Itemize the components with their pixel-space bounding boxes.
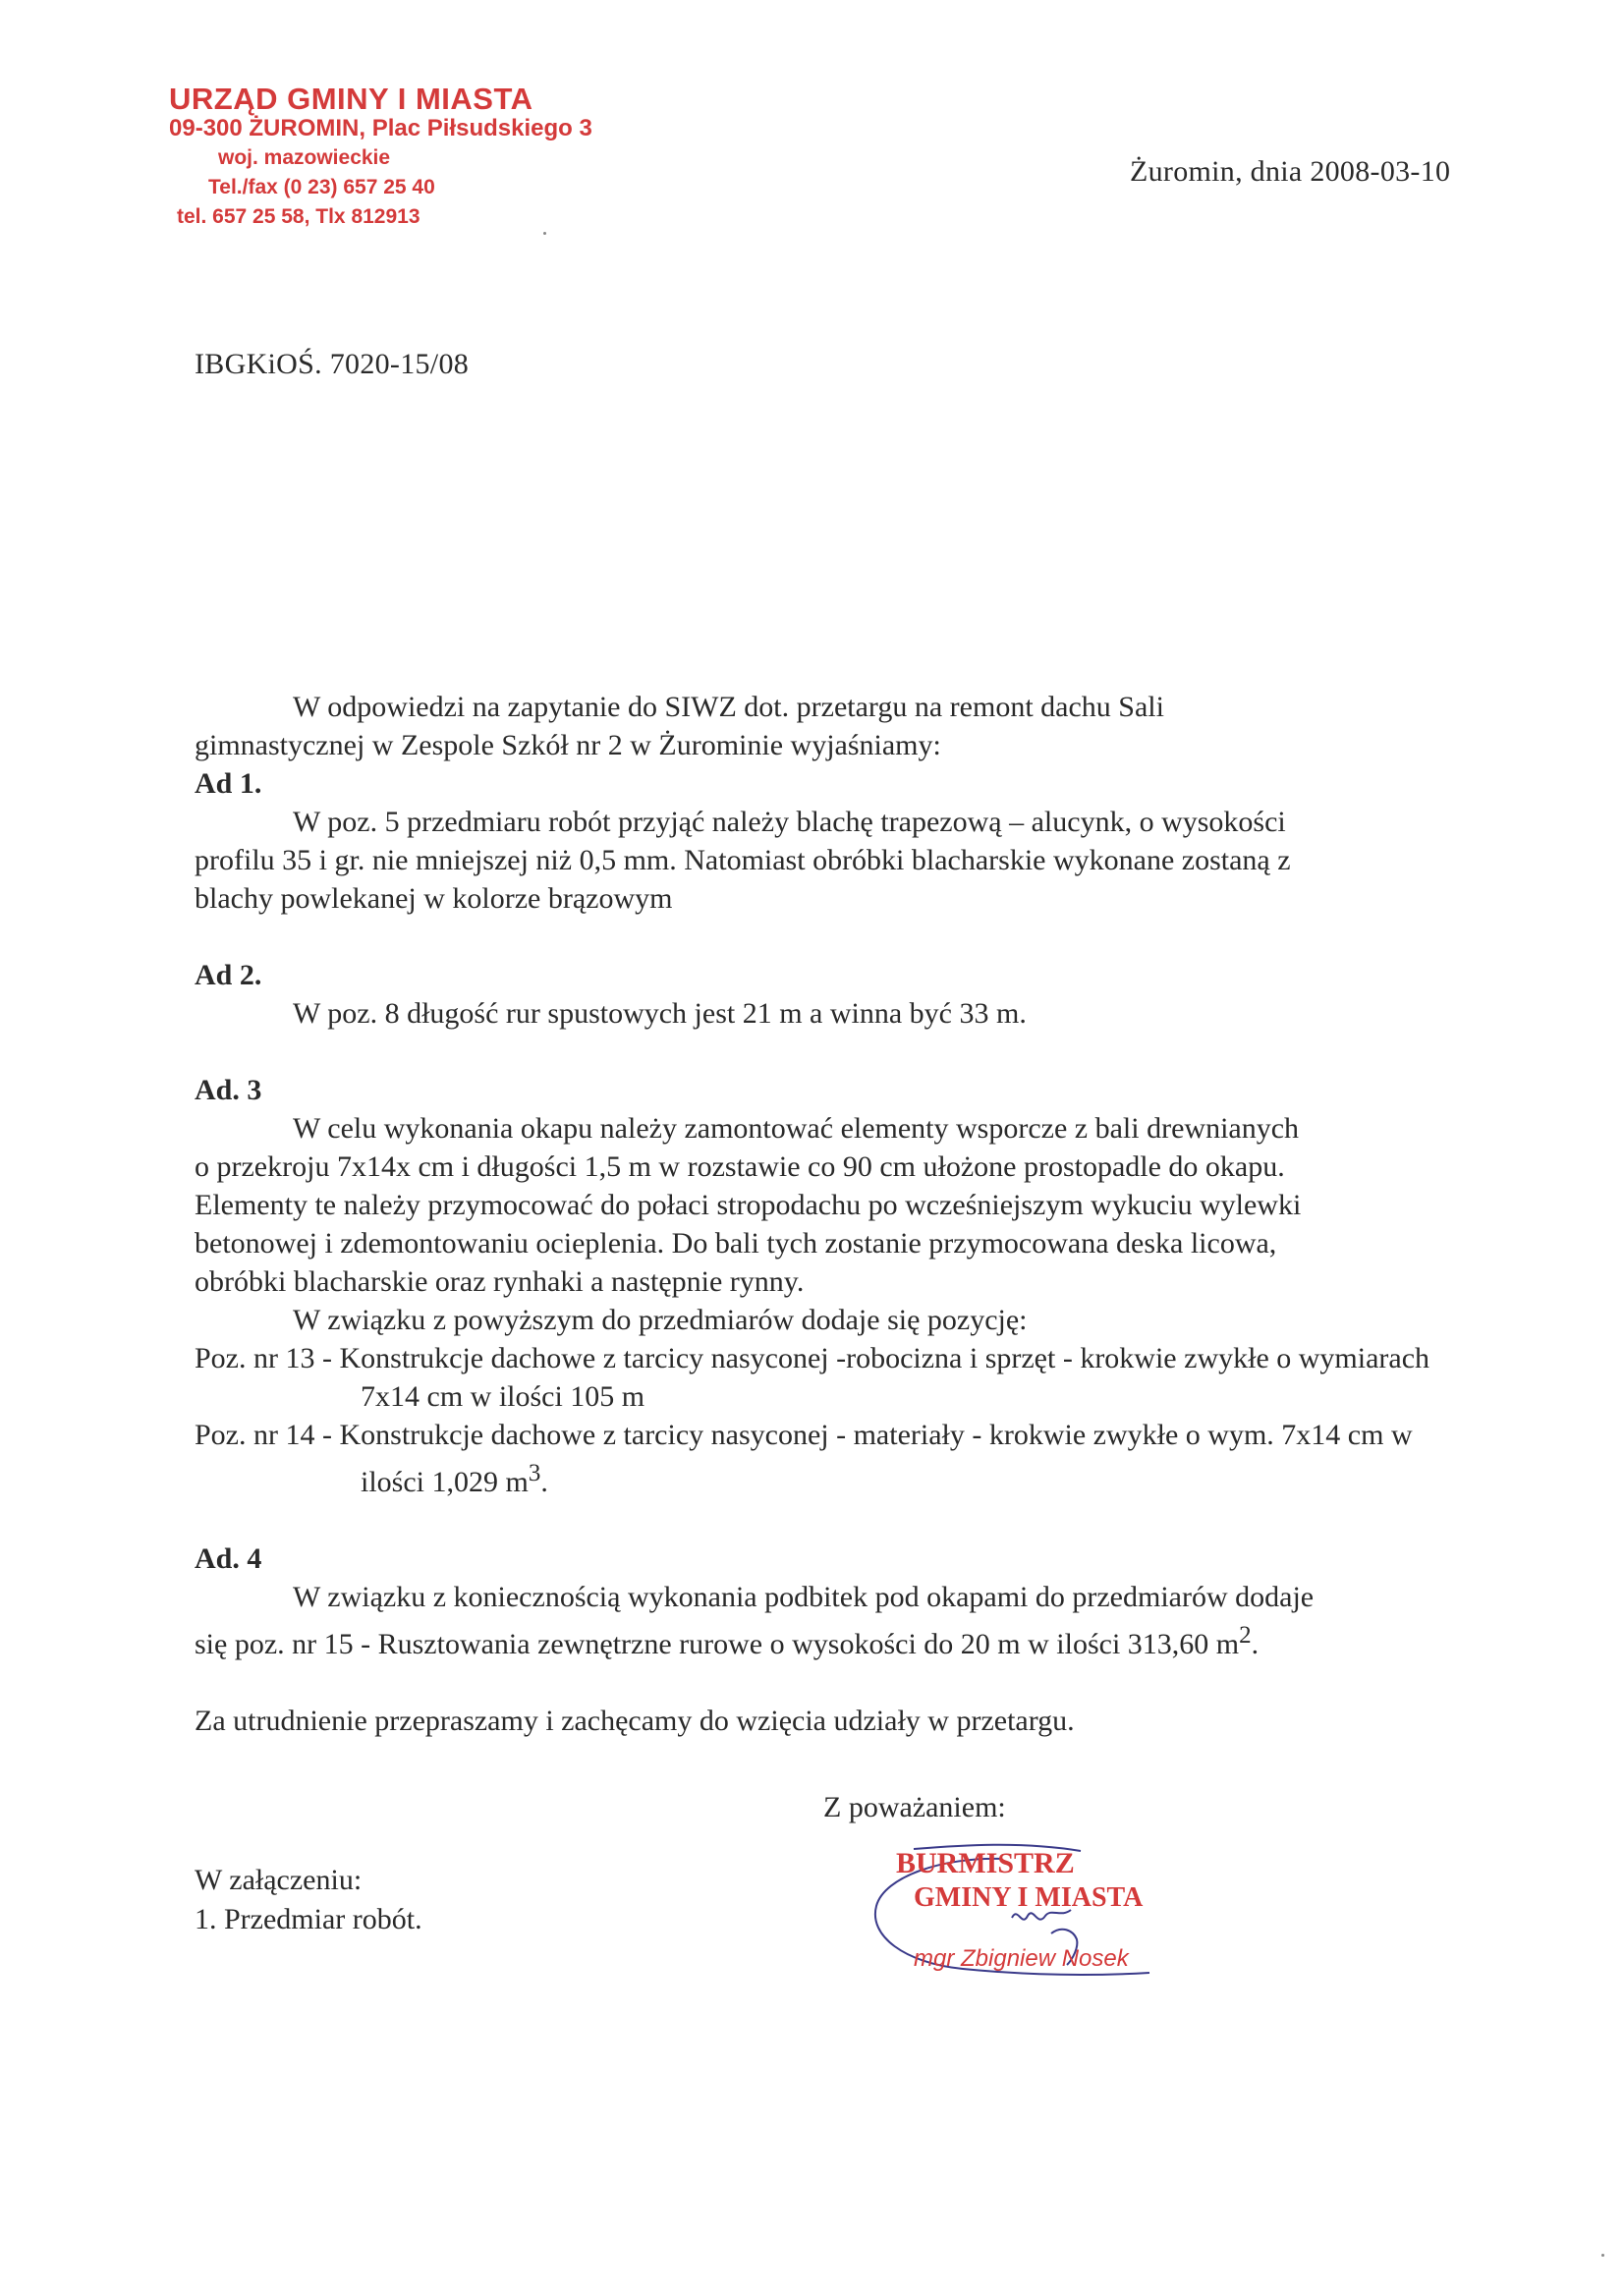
mayor-signature-stamp bbox=[855, 1837, 1179, 1985]
position-14 bbox=[195, 1416, 1452, 1501]
ad3-heading: Ad. 3 bbox=[195, 1074, 262, 1106]
ad3-line: W związku z powyższym do przedmiarów dodaje się pozycję: bbox=[293, 1304, 1028, 1336]
stamp-phone-fax: Tel./fax (0 23) 657 25 40 bbox=[208, 176, 435, 198]
position-13: Poz. nr 13 - Konstrukcje dachowe z tarcicy nasyconej -robocizna i sprzęt - krokwie zwykłe o wymiarach 7x14 cm w ilości 105 m bbox=[195, 1342, 1430, 1413]
ad4-superscript: 2 bbox=[1239, 1622, 1252, 1649]
stamp-phone-telex: tel. 657 25 58, Tlx 812913 bbox=[177, 205, 420, 228]
attachment-item: 1. Przedmiar robót. bbox=[195, 1903, 422, 1935]
ad4-line bbox=[195, 1616, 1452, 1663]
letter-date: Żuromin, dnia 2008-03-10 bbox=[1130, 155, 1451, 188]
ad3-line: betonowej i zdemontowaniu ocieplenia. Do bali tych zostanie przymocowana deska licowa, bbox=[195, 1227, 1277, 1260]
ad3-line: obróbki blacharskie oraz rynhaki a następnie rynny. bbox=[195, 1265, 805, 1298]
ad3-line: Elementy te należy przymocować do połaci stropodachu po wcześniejszym wykuciu wylewki bbox=[195, 1189, 1302, 1221]
scan-speck bbox=[543, 232, 546, 235]
apology-line: Za utrudnienie przepraszamy i zachęcamy do wzięcia udziały w przetargu. bbox=[195, 1705, 1075, 1737]
ad4-line-end: . bbox=[1251, 1628, 1260, 1660]
stamp-office-name: URZĄD GMINY I MIASTA bbox=[169, 82, 533, 116]
stamp-address: 09-300 ŻUROMIN, Plac Piłsudskiego 3 bbox=[169, 115, 592, 141]
ad1-heading: Ad 1. bbox=[195, 767, 262, 800]
intro-line: W odpowiedzi na zapytanie do SIWZ dot. przetargu na remont dachu Sali bbox=[293, 691, 1164, 723]
signature-name: mgr Zbigniew Nosek bbox=[914, 1945, 1129, 1972]
ad3-line: o przekroju 7x14x cm i długości 1,5 m w rozstawie co 90 cm ułożone prostopadle do okapu. bbox=[195, 1150, 1285, 1183]
position-14-text: Poz. nr 14 - Konstrukcje dachowe z tarcicy nasyconej - materiały - krokwie zwykłe o wym. 7x14 cm w ilości 1,029 m bbox=[195, 1419, 1413, 1498]
ad1-line: blachy powlekanej w kolorze brązowym bbox=[195, 882, 673, 915]
scan-speck bbox=[1601, 2254, 1604, 2257]
ad4-heading: Ad. 4 bbox=[195, 1542, 262, 1575]
ad1-line: profilu 35 i gr. nie mniejszej niż 0,5 mm. Natomiast obróbki blacharskie wykonane zostaną z bbox=[195, 844, 1291, 876]
attachments bbox=[195, 1861, 422, 1939]
attachments-label: W załączeniu: bbox=[195, 1864, 363, 1896]
office-stamp bbox=[169, 84, 601, 232]
closing-salutation: Z poważaniem: bbox=[823, 1791, 1006, 1823]
stamp-voivodeship: woj. mazowieckie bbox=[218, 146, 391, 169]
letter-body bbox=[195, 688, 1452, 1740]
signature-title-mayor: BURMISTRZ bbox=[896, 1847, 1075, 1879]
ad1-line: W poz. 5 przedmiaru robót przyjąć należy blachę trapezową – alucynk, o wysokości bbox=[293, 806, 1286, 838]
intro-line: gimnastycznej w Zespole Szkół nr 2 w Żurominie wyjaśniamy: bbox=[195, 729, 941, 761]
reference-number: IBGKiOŚ. 7020-15/08 bbox=[195, 348, 470, 380]
position-14-end: . bbox=[540, 1466, 548, 1498]
ad2-heading: Ad 2. bbox=[195, 959, 262, 991]
position-14-superscript: 3 bbox=[528, 1460, 541, 1486]
signature-title-municipality: GMINY I MIASTA bbox=[914, 1882, 1144, 1913]
ad4-line-text: się poz. nr 15 - Rusztowania zewnętrzne rurowe o wysokości do 20 m w ilości 313,60 m bbox=[195, 1628, 1240, 1660]
ad2-line: W poz. 8 długość rur spustowych jest 21 m a winna być 33 m. bbox=[293, 997, 1027, 1030]
ad4-line: W związku z koniecznością wykonania podbitek pod okapami do przedmiarów dodaje bbox=[293, 1581, 1315, 1613]
ad3-line: W celu wykonania okapu należy zamontować elementy wsporcze z bali drewnianych bbox=[293, 1112, 1300, 1145]
